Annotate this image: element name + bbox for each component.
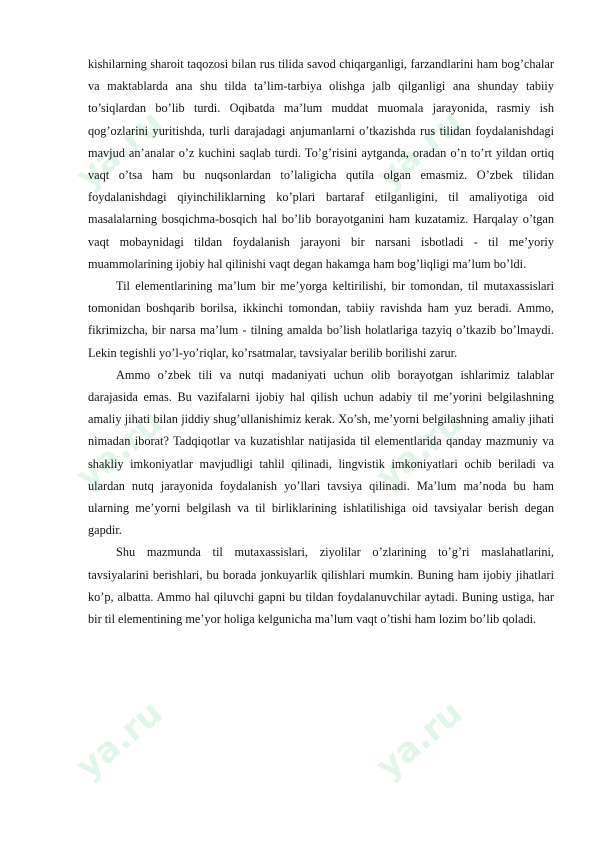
paragraph-1: kishilarning sharoit taqozosi bilan rus tilida savod chiqarganligi, farzandlarini ham bog’chalar va maktablarda ana shu tilda ta’lim-tarbiya olishga jalb qilganligi ana shunday tabiiy to’siqlardan bo’lib turdi. Oqibatda ma’lum muddat muomala jarayonida, rasmiy ish qog’ozlarini yuritishda, turli darajadagi anjumanlarni o’tkazishda rus tilidan foydalanishdagi mavjud an’analar o’z kuchini saqlab turdi. To’g’risini aytganda, oradan o’n to’rt yildan ortiq vaqt o’tsa ham bu nuqsonlardan to’laligicha qutila olgan emasmiz. O’zbek tilidan foydalanishdagi qiyinchiliklarning ko’plari bartaraf etilganligini, til amaliyotiga oid masalalarning bosqichma-bosqich hal bo’lib borayotganini ham kuzatamiz. Harqalay o’tgan vaqt mobaynidagi tildan foydalanish jarayoni bir narsani isbotladi - til me’yoriy muammolarining ijobiy hal qilinishi vaqt degan hakamga ham bog’liqligi ma’lum bo’ldi.: [88, 57, 554, 271]
watermark-logo: ya.ru: [68, 692, 171, 788]
watermark-logo: ya.ru: [368, 102, 471, 198]
paragraph-2: Til elementlarining ma’lum bir me’yorga keltirilishi, bir tomondan, til mutaxassislari tomonidan boshqarib borilsa, ikkinchi tomondan, tabiiy ravishda ham yuz beradi. Ammo, fikrimizcha, bir narsa ma’lum - tilning amalda bo’lish holatlariga tazyiq o’tkazib bo’lmaydi. Lekin tegishli yo’l-yo’riqlar, ko’rsatmalar, tavsiyalar berilib borilishi zarur.: [88, 279, 554, 360]
paragraph-3: Ammo o’zbek tili va nutqi madaniyati uchun olib borayotgan ishlarimiz talablar darajasida emas. Bu vazifalarni ijobiy hal qilish uchun adabiy til me’yorini belgilashning amaliy jihati bilan jiddiy shug’ullanishimiz kerak. Xo’sh, me’yorni belgilashning amaliy jihati nimadan iborat? Tadqiqotlar va kuzatishlar natijasida til elementlarida qanday mazmuniy va shakliy imkoniyatlar mavjudligi tahlil qilinadi, lingvistik imkoniyatlari ochib beriladi va ulardan nutq jarayonida foydalanish yo’llari tavsiya qilinadi. Ma’lum ma’noda bu ham ularning me’yorni belgilash va til birliklarining ishlatilishiga oid tavsiyalar berish degan gapdir.: [88, 367, 554, 538]
watermark-logo: ya.ru: [368, 692, 471, 788]
body-text: [88, 53, 554, 630]
watermark-logo: ya.ru: [368, 402, 471, 498]
watermark-logo: ya.ru: [68, 402, 171, 498]
watermark-logo: ya.ru: [68, 102, 171, 198]
paragraph-4: Shu mazmunda til mutaxassislari, ziyolilar o’zlarining to’g’ri maslahatlarini, tavsiyalarini berishlari, bu borada jonkuyarlik qilishlari mumkin. Buning ham ijobiy jihatlari ko’p, albatta. Ammo hal qiluvchi gapni bu tildan foydalanuvchilar aytadi. Buning ustiga, har bir til elementining me’yor holiga kelgunicha ma’lum vaqt o’tishi ham lozim bo’lib qoladi.: [88, 545, 554, 627]
